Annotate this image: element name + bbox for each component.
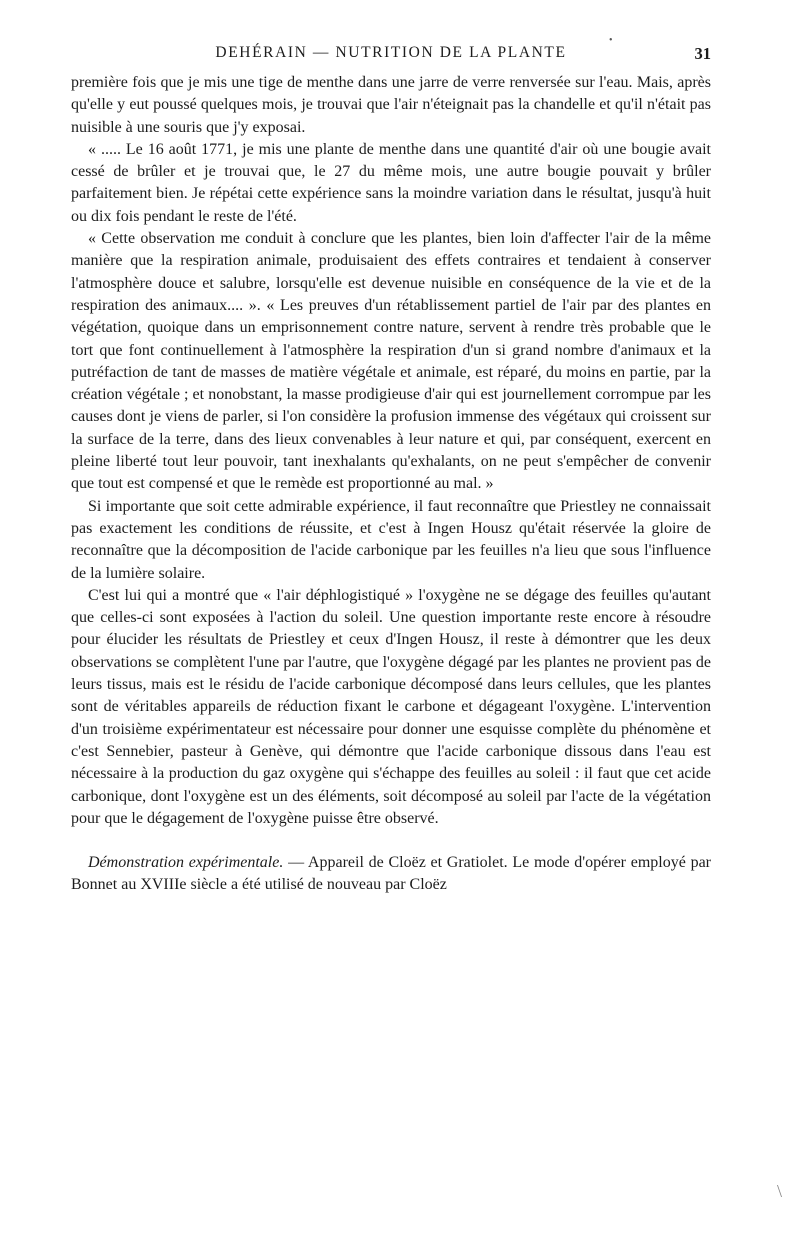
page-number: 31 — [694, 44, 711, 63]
page-body — [71, 72, 711, 897]
running-title: DEHÉRAIN — NUTRITION DE LA PLANTE — [215, 44, 567, 61]
scan-dot: • — [609, 35, 613, 46]
section-text: — Appareil de Cloëz et Gratiolet. Le mode d'opérer employé par Bonnet au XVIIIe siècle a été utilisé de nouveau par Cloëz — [71, 854, 711, 894]
section-title: Démonstration expérimentale. — [88, 854, 284, 872]
paragraph-sennebier: C'est lui qui a montré que « l'air déphlogistiqué » l'oxygène ne se dégage des feuilles qu'autant que celles-ci sont exposées à l'action du soleil. Une question importante reste encore à résoudre pour élucider les résultats de Priestley et ceux d'Ingen Housz, il reste à démontrer que les deux observations se complètent l'une par l'autre, que l'oxygène dégagé par les plantes ne provient pas de leurs tissus, mais est le résidu de l'acide carbonique décomposé dans leurs cellules, que les plantes sont de véritables appareils de réduction fixant le carbone et dégageant l'oxygène. L'intervention d'un troisième expérimentateur est nécessaire pour donner une esquisse complète du phénomène et c'est Sennebier, pasteur à Genève, qui démontre que l'acide carbonique dissous dans l'eau est nécessaire à la production du gaz oxygène qui s'échappe des feuilles au soleil : il faut que cet acide carbonique, dont l'oxygène est un des éléments, soit décomposé au soleil par l'acte de la végétation pour que le dégagement de l'oxygène puisse être observé. — [71, 586, 711, 827]
paragraph-continuation: première fois que je mis une tige de menthe dans une jarre de verre renversée sur l'eau. Mais, après qu'elle y eut poussé quelques mois, je trouvai que l'air n'éteignait pas la chandelle et qu'il n'était pas nuisible à une souris que j'y exposai. — [71, 74, 711, 136]
page-header — [71, 44, 711, 64]
section-paragraph — [71, 852, 711, 897]
scan-margin-mark: \ — [776, 1181, 782, 1201]
paragraph-ingen-housz: Si importante que soit cette admirable expérience, il faut reconnaître que Priestley ne connaissait pas exactement les conditions de réussite, et c'est à Ingen Housz qu'était réservée la gloire de reconnaître que la décomposition de l'acide carbonique par les feuilles n'a lieu que sous l'influence de la lumière solaire. — [71, 497, 711, 582]
paragraph-quote-conclusion: « Cette observation me conduit à conclure que les plantes, bien loin d'affecter l'air de la même manière que la respiration animale, produisaient des effets contraires et tendaient à conserver l'atmosphère douce et salubre, lorsqu'elle est devenue nuisible en conséquence de la vie et de la respiration des animaux.... ». « Les preuves d'un rétablissement partiel de l'air par des plantes en végétation, quoique dans un emprisonnement contre nature, servent à rendre très probable que le tort que font continuellement à l'atmosphère la respiration d'un si grand nombre d'animaux et la putréfaction de tant de masses de matière végétale et animale, est réparé, du moins en partie, par la création végétale ; et nonobstant, la masse prodigieuse d'air qui est journellement corrompue par les causes dont je viens de parler, si l'on considère la profusion immense des végétaux qui croissent sur la surface de la terre, dans des lieux convenables à leur nature et qui, par conséquent, exercent en pleine liberté tout leur pouvoir, tant inexhalants qu'exhalants, on ne peut s'empêcher de convenir que tout est compensé et que le remède est proportionné au mal. » — [71, 230, 711, 493]
paragraph-quote-1771: « ..... Le 16 août 1771, je mis une plante de menthe dans une quantité d'air où une bougie avait cessé de brûler et je trouvai que, le 27 du même mois, une autre bougie pouvait y brûler parfaitement bien. Je répétai cette expérience sans la moindre variation dans le résultat, jusqu'à huit ou dix fois pendant le reste de l'été. — [71, 140, 711, 225]
